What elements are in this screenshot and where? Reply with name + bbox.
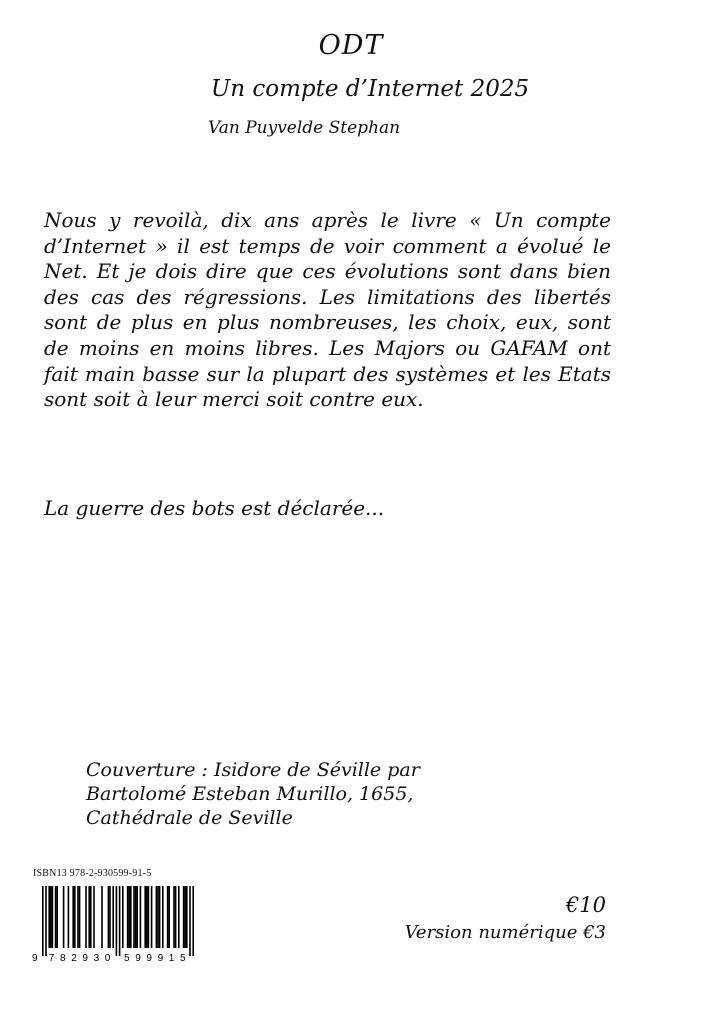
barcode-digit: 2 <box>71 953 77 964</box>
barcode-digit: 5 <box>124 953 130 964</box>
barcode-bar <box>79 886 81 948</box>
barcode-digit: 1 <box>168 953 175 964</box>
barcode-bar <box>127 886 129 948</box>
barcode-bar <box>48 886 50 948</box>
barcode-bar <box>108 886 110 948</box>
barcode-bar <box>146 886 148 948</box>
barcode-digit: 5 <box>180 953 186 964</box>
cover-credits <box>86 758 420 830</box>
barcode-bar <box>189 886 191 956</box>
barcode-bar <box>157 886 159 948</box>
tagline: La guerre des bots est déclarée... <box>44 496 385 520</box>
barcode-bar <box>133 886 135 948</box>
barcode-bar <box>175 886 177 948</box>
credits-line: Couverture : Isidore de Séville par <box>86 759 420 781</box>
barcode-digit: 9 <box>82 953 88 964</box>
barcode-bar <box>68 886 70 948</box>
barcode-bar <box>167 886 169 948</box>
barcode-bar <box>116 886 118 956</box>
barcode-bar <box>144 886 146 948</box>
credits-line: Cathédrale de Seville <box>86 807 293 829</box>
barcode-bar <box>148 886 150 948</box>
barcode-digit: 8 <box>60 953 66 964</box>
blurb-paragraph: Nous y revoilà, dix ans après le livre « Un compte d’Internet » il est temps de voir comment a évolué le Net. Et je dois dire que ces évolutions sont dans bien des cas des régressions. Les limitations des libertés sont de plus en plus nombreuses, les choix, eux, sont de moins en moins libres. Les Majors ou GAFAM ont fait main basse sur la plupart des systèmes et les Etats sont soit à leur merci soit contre eux. <box>44 208 611 412</box>
credits-line: Bartolomé Esteban Murillo, 1655, <box>86 783 414 805</box>
barcode-bar <box>130 886 132 948</box>
barcode-bar <box>151 886 153 948</box>
barcode-bar <box>135 886 137 948</box>
barcode-digit: 9 <box>157 953 164 964</box>
digital-version-price: Version numérique €3 <box>404 922 606 943</box>
barcode-bar <box>42 886 44 956</box>
book-title: Un compte d’Internet 2025 <box>210 76 530 102</box>
barcode-bar <box>50 886 52 948</box>
isbn-label: ISBN13 978-2-930599-91-5 <box>33 868 152 879</box>
barcode-digit: 0 <box>104 953 111 964</box>
barcode-bar <box>119 886 121 956</box>
barcode-bar <box>112 886 114 948</box>
barcode-bar <box>159 886 161 948</box>
barcode-bar <box>184 886 186 948</box>
barcode-bar <box>74 886 76 948</box>
barcode-bar <box>183 886 185 948</box>
barcode-digit: 3 <box>93 953 100 964</box>
barcode-bar <box>85 886 87 948</box>
barcode-bar <box>63 886 65 948</box>
barcode-digit: 9 <box>135 953 141 964</box>
barcode-bar <box>156 886 158 948</box>
barcode-bar <box>162 886 164 948</box>
barcode-bar <box>88 886 90 948</box>
series-title: ODT <box>318 30 384 61</box>
barcode-bar <box>109 886 111 948</box>
barcode-bar <box>45 886 47 956</box>
barcode-bar <box>178 886 180 948</box>
price: €10 <box>565 893 606 917</box>
barcode-bar <box>122 886 124 948</box>
barcode-bar <box>186 886 188 948</box>
barcode-bar <box>77 886 79 948</box>
barcode-bar <box>55 886 57 948</box>
barcode-bar <box>192 886 194 956</box>
barcode-bar <box>90 886 92 948</box>
barcode-bar <box>136 886 138 948</box>
barcode-bar <box>140 886 142 948</box>
barcode-digit: 7 <box>48 953 55 964</box>
barcode-bar <box>128 886 130 948</box>
barcode-bar <box>56 886 58 948</box>
barcode-bar <box>93 886 95 948</box>
barcode-bar <box>52 886 54 948</box>
barcode-bar <box>168 886 170 948</box>
barcode-bar <box>173 886 175 948</box>
barcode-digit: 9 <box>146 953 152 964</box>
author-name: Van Puyvelde Stephan <box>208 118 401 138</box>
barcode-bar <box>101 886 103 948</box>
barcode-bar <box>72 886 74 948</box>
barcode-digit: 9 <box>32 953 38 964</box>
barcode <box>30 884 196 964</box>
